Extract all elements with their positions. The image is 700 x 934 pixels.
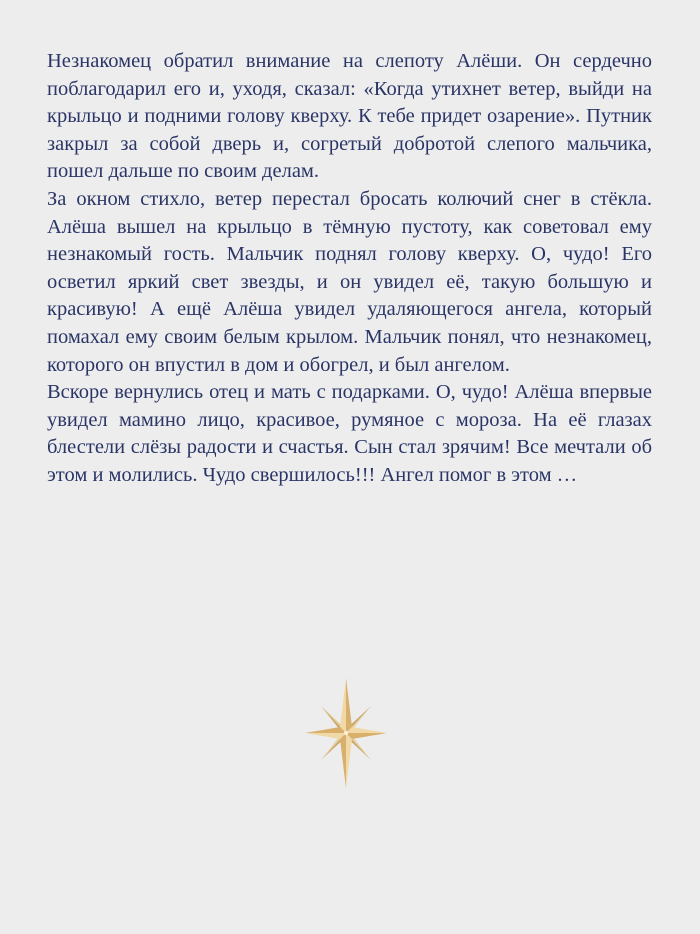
star-center — [344, 731, 348, 735]
paragraph-3: Вскоре вернулись отец и мать с подарками. О, чудо! Алёша впервые увидел мамино лицо, красивое, румяное с мороза. На её глазах блестели слёзы радости и счастья. Сын стал зрячим! Все мечтали об этом и молились. Чудо свершилось!!! Ангел помог в этом … — [47, 381, 652, 486]
compass-star-icon — [303, 676, 389, 790]
paragraph-1: Незнакомец обратил внимание на слепоту Алёши. Он сердечно поблагодарил его и, уходя, сказал: «Когда утихнет ветер, выйди на крыльцо и подними голову кверху. К тебе придет озарение». Путник закрыл за собой дверь и, согретый добротой слепого мальчика, пошел дальше по своим делам. — [47, 50, 652, 183]
paragraph-2: За окном стихло, ветер перестал бросать колючий снег в стёкла. Алёша вышел на крыльцо в тёмную пустоту, как советовал ему незнакомый гость. Мальчик поднял голову кверху. О, чудо! Его осветил яркий свет звезды, и он увидел её, такую большую и красивую! А ещё Алёша увидел удаляющегося ангела, который помахал ему своим белым крылом. Мальчик понял, что незнакомец, которого он впустил в дом и обогрел, и был ангелом. — [47, 187, 652, 376]
story-text — [47, 48, 652, 490]
